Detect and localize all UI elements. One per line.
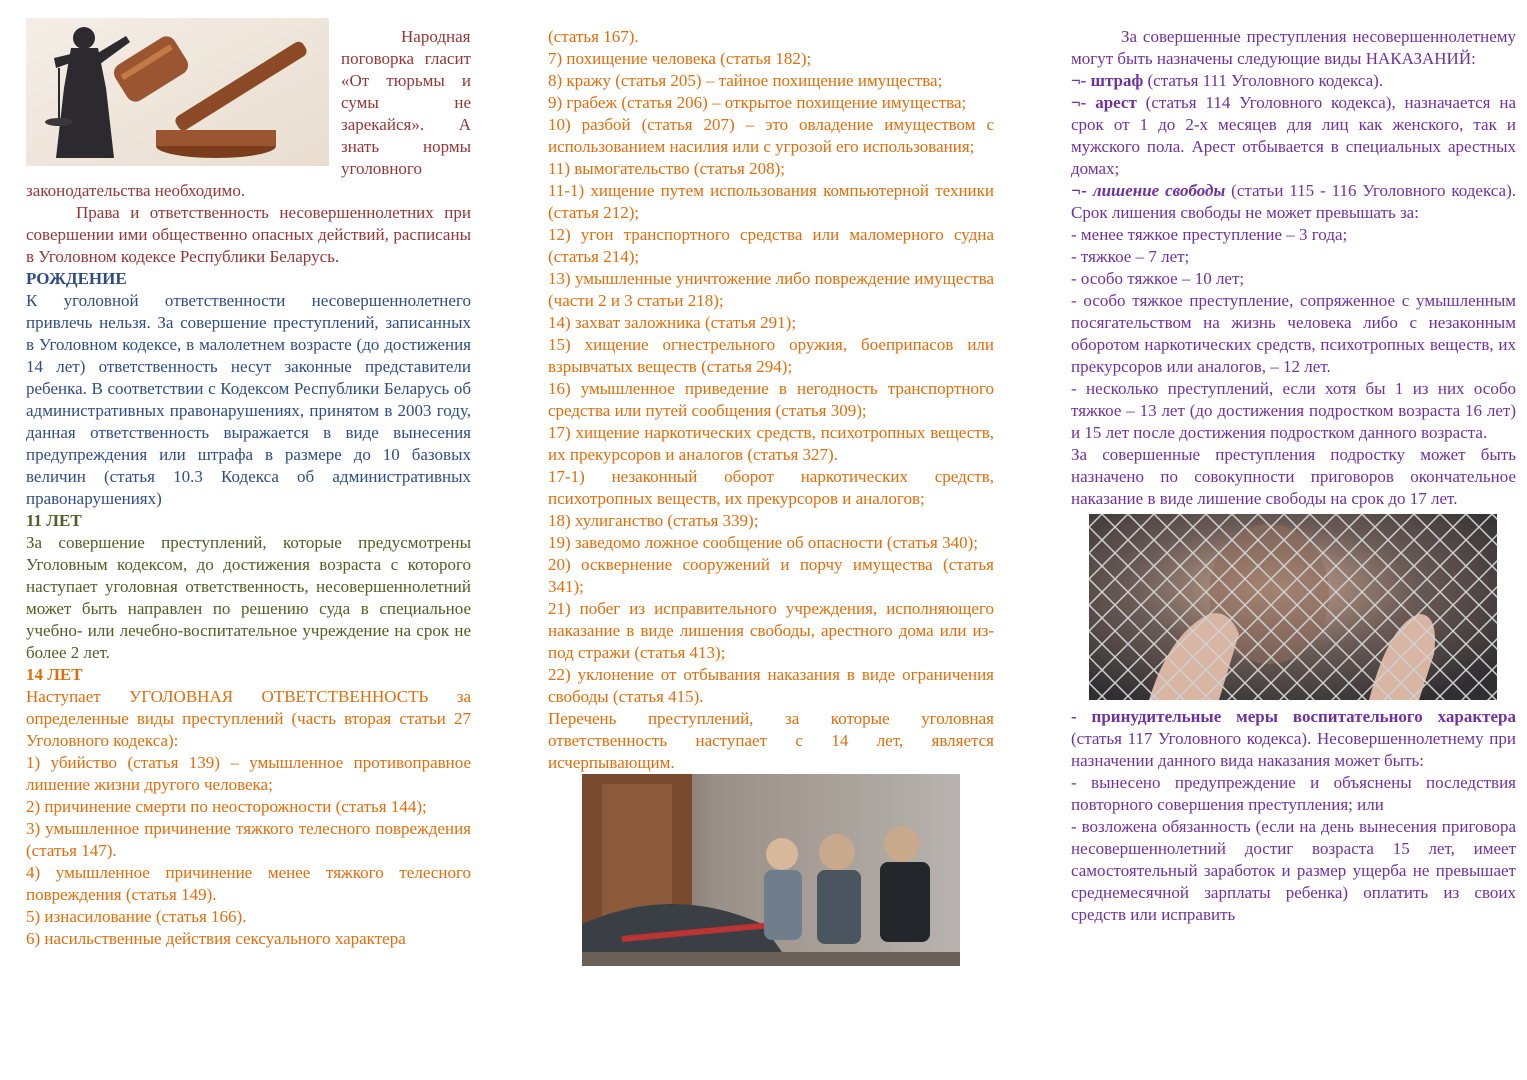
crime-item: 3) умышленное причинение тяжкого телесного повреждения (статья 147).	[26, 819, 471, 860]
crime-item: 7) похищение человека (статья 182);	[548, 49, 812, 68]
punishment-intro: За совершенные преступления несовершеннолетнему могут быть назначены следующие виды НАКАЗАНИЙ:	[1071, 27, 1516, 68]
crime-item: 18) хулиганство (статья 339);	[548, 511, 759, 530]
arrest-item	[1071, 92, 1516, 180]
column-right	[1071, 26, 1516, 926]
crime-item: 1) убийство (статья 139) – умышленное противоправное лишение жизни другого человека;	[26, 753, 471, 794]
crime-item: 12) угон транспортного средства или маломерного судна (статья 214);	[548, 225, 994, 266]
crime-item: 9) грабеж (статья 206) – открытое похищение имущества;	[548, 93, 967, 112]
deprivation-item	[1071, 180, 1516, 224]
crime-item: 2) причинение смерти по неосторожности (статья 144);	[26, 797, 427, 816]
crime-item: 20) осквернение сооружений и порчу имущества (статья 341);	[548, 555, 994, 596]
measures-item	[1071, 706, 1516, 772]
closing-paragraph: Перечень преступлений, за которые уголовная ответственность наступает с 14 лет, является исчерпывающим.	[548, 709, 994, 772]
fine-item	[1071, 70, 1516, 92]
crime-item: 17) хищение наркотических средств, психотропных веществ, их прекурсоров и аналогов (статья 327).	[548, 423, 994, 464]
intro-paragraph: Народная поговорка гласит «От тюрьмы и сумы не зарекайся». А знать нормы уголовного законодательства необходимо.	[26, 27, 471, 200]
crime-item: 22) уклонение от отбывания наказания в виде ограничения свободы (статья 415).	[548, 665, 994, 706]
crime-item: 11-1) хищение путем использования компьютерной техники (статья 212);	[548, 181, 994, 222]
term-item: - особо тяжкое – 10 лет;	[1071, 269, 1245, 288]
crime-item: 10) разбой (статья 207) – это овладение имуществом с использованием насилия или с угрозой его использования;	[548, 115, 994, 156]
children-photo	[582, 774, 960, 966]
measure-item: - вынесено предупреждение и объяснены последствия повторного совершения преступления; или	[1071, 773, 1516, 814]
crime-item: 8) кражу (статья 205) – тайное похищение имущества;	[548, 71, 943, 90]
age11-paragraph: За совершение преступлений, которые предусмотрены Уголовным кодексом, до достижения возраста с которого наступает уголовная ответственность, несовершеннолетний может быть направлен по решению суда в специальное учебно- или лечебно-воспитательное учреждение на срок не более 2 лет.	[26, 533, 471, 662]
crime-item: 5) изнасилование (статья 166).	[26, 907, 247, 926]
term-item: - особо тяжкое преступление, сопряженное с умышленным посягательством на жизнь человека либо с незаконным оборотом наркотических средств, психотропных веществ, их прекурсоров или аналогов, – 12 лет.	[1071, 291, 1516, 376]
arrest-label: ¬- арест	[1071, 93, 1137, 112]
crime-item: 17-1) незаконный оборот наркотических средств, психотропных веществ, их прекурсоров и аналогов;	[548, 467, 994, 508]
deprivation-label: ¬- лишение свободы	[1071, 181, 1226, 200]
measures-label: - принудительные меры воспитательного характера	[1071, 707, 1516, 726]
crime-item: 21) побег из исправительного учреждения, исполняющего наказание в виде лишения свободы, арестного дома или из-под стражи (статья 413);	[548, 599, 994, 662]
age11-heading: 11 ЛЕТ	[26, 511, 82, 530]
age14-heading: 14 ЛЕТ	[26, 665, 83, 684]
deprivation-text: (статьи 115 - 116 Уголовного кодекса). Срок лишения свободы не может превышать за:	[1071, 181, 1516, 222]
column-middle	[548, 26, 994, 966]
crime-item: (статья 167).	[548, 27, 639, 46]
measure-item: - возложена обязанность (если на день вынесения приговора несовершеннолетний достиг возраста 15 лет, имеет самостоятельный заработок и размер ущерба не превышает среднемесячной зарплаты ребенка) оплатить из своих средств или исправить	[1071, 817, 1516, 924]
fine-text: (статья 111 Уголовного кодекса).	[1143, 71, 1384, 90]
term-item: - тяжкое – 7 лет;	[1071, 247, 1190, 266]
term-item: - менее тяжкое преступление – 3 года;	[1071, 225, 1348, 244]
crime-item: 4) умышленное причинение менее тяжкого телесного повреждения (статья 149).	[26, 863, 471, 904]
arrest-text: (статья 114 Уголовного кодекса), назначается на срок от 1 до 2-х месяцев для лиц как женского, так и мужского пола. Арест отбывается в специальных арестных домах;	[1071, 93, 1516, 178]
crime-item: 6) насильственные действия сексуального характера	[26, 929, 406, 948]
fine-label: ¬- штраф	[1071, 71, 1144, 90]
crime-item: 13) умышленные уничтожение либо повреждение имущества (части 2 и 3 статьи 218);	[548, 269, 994, 310]
crime-item: 16) умышленное приведение в негодность транспортного средства или путей сообщения (статья 309);	[548, 379, 994, 420]
rights-paragraph: Права и ответственность несовершеннолетних при совершении ими общественно опасных действий, расписаны в Уголовном кодексе Республики Беларусь.	[26, 203, 471, 266]
crime-item: 11) вымогательство (статья 208);	[548, 159, 785, 178]
term-item: - несколько преступлений, если хотя бы 1 из них особо тяжкое – 13 лет (до достижения подростком возраста 16 лет) и 15 лет после достижения подростком данного возраста.	[1071, 379, 1516, 442]
measures-text: (статья 117 Уголовного кодекса). Несовершеннолетнему при назначении данного вида наказания может быть:	[1071, 729, 1516, 770]
fence-photo	[1089, 514, 1497, 700]
justice-gavel-photo	[26, 18, 329, 166]
crime-item: 19) заведомо ложное сообщение об опасности (статья 340);	[548, 533, 978, 552]
teen-paragraph: За совершенные преступления подростку может быть назначено по совокупности приговоров окончательное наказание в виде лишение свободы на срок до 17 лет.	[1071, 445, 1516, 508]
birth-heading: РОЖДЕНИЕ	[26, 269, 127, 288]
birth-paragraph: К уголовной ответственности несовершеннолетнего привлечь нельзя. За совершение преступлений, записанных в Уголовном кодексе, в малолетнем возрасте (до достижения 14 лет) ответственность несут законные представители ребенка. В соответствии с Кодексом Республики Беларусь об административных правонарушениях, принятом в 2003 году, данная ответственность выражается в виде вынесения предупреждения или штрафа в размере до 10 базовых величин (статья 10.3 Кодекса об административных правонарушениях)	[26, 291, 471, 508]
crime-item: 14) захват заложника (статья 291);	[548, 313, 797, 332]
age14-paragraph: Наступает УГОЛОВНАЯ ОТВЕТСТВЕННОСТЬ за определенные виды преступлений (часть вторая статьи 27 Уголовного кодекса):	[26, 687, 471, 750]
crime-item: 15) хищение огнестрельного оружия, боеприпасов или взрывчатых веществ (статья 294);	[548, 335, 994, 376]
column-left	[26, 26, 471, 950]
